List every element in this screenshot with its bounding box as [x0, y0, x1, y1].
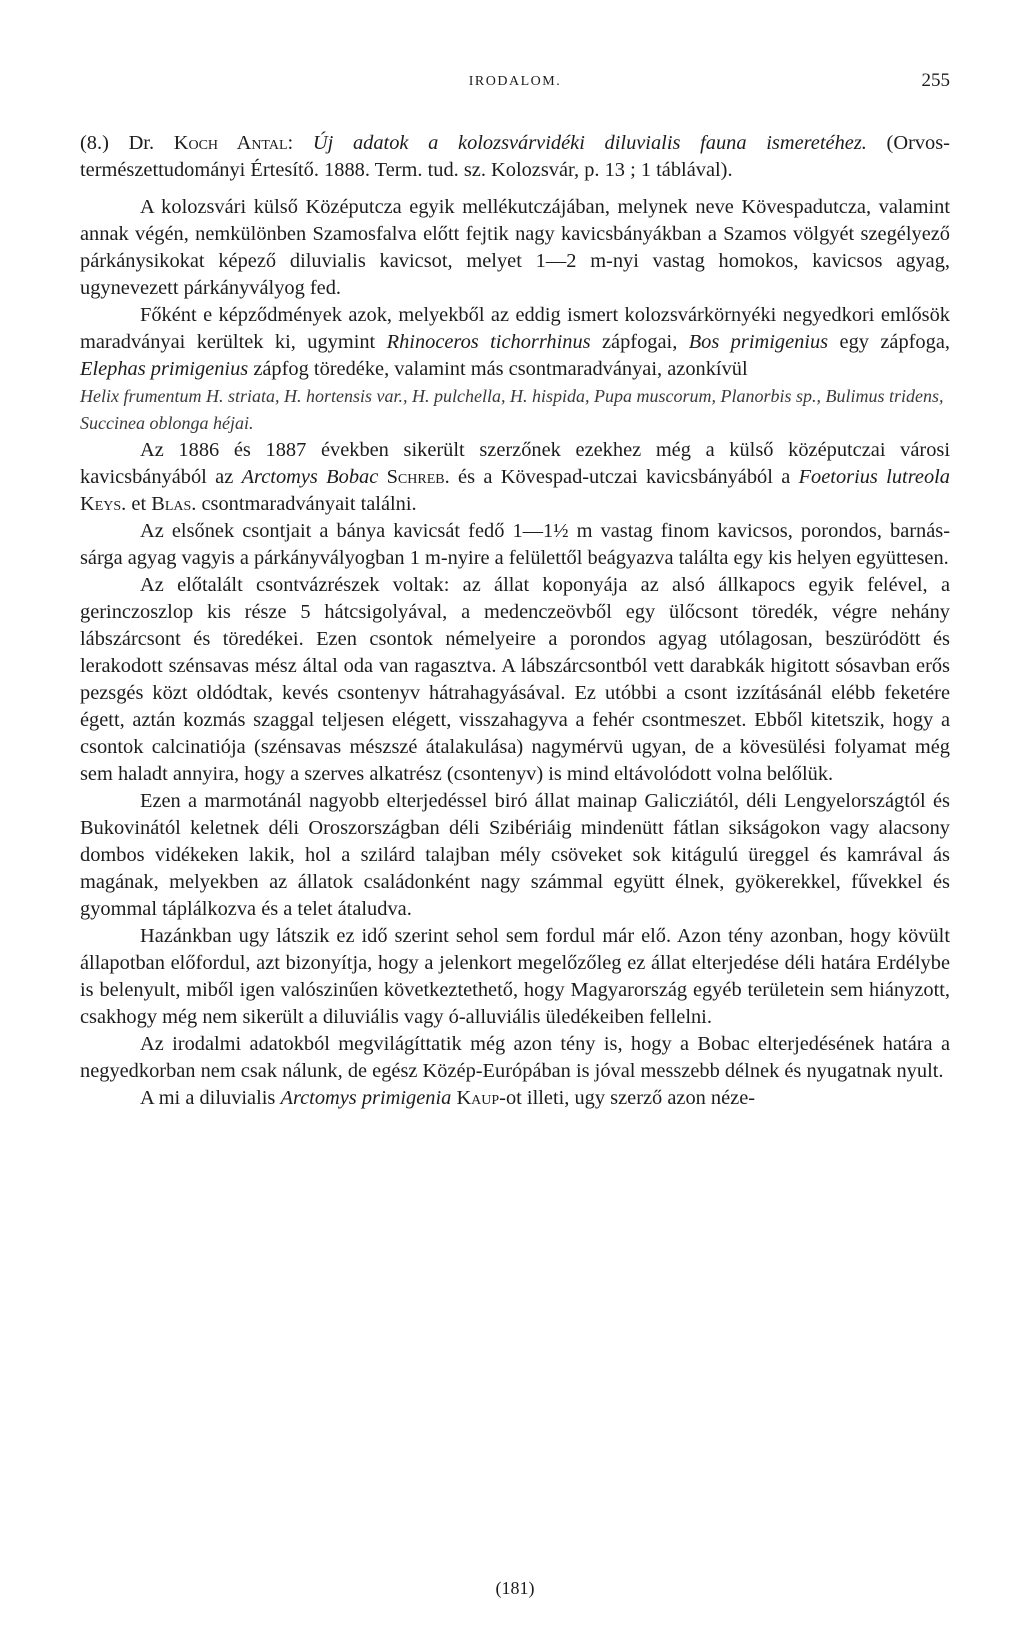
citation-separator: :: [287, 132, 294, 154]
text-run: egy zápfoga,: [839, 331, 950, 353]
text-run: Főként e képződmények azok, melyekből az eddig ismert kolozsvárkörnyéki negyedkori emlősök maradványai kerültek ki, ugymint: [80, 304, 950, 353]
paragraph-2: [80, 302, 950, 383]
species-list: Helix frumentum H. striata, H. hortensis var., H. pulchella, H. hispida, Pupa muscorum, Planorbis sp., Bulimus tridens, Succinea oblonga héjai.: [80, 386, 944, 433]
text-run: et: [131, 493, 147, 515]
author-abbrev: Keys.: [80, 493, 127, 515]
author-abbrev: Kaup: [456, 1087, 500, 1109]
species-name: Foetorius lutreola: [798, 466, 950, 488]
paragraph-7: Hazánkban ugy látszik ez idő szerint sehol sem fordul már elő. Azon tény azonban, hogy kövült állapotban előfordul, azt bizonyítja, hogy a jelenkort megelőzőleg ez állat elterjedése déli határa Erdélybe is belenyult, miből igen valószinűen következtethető, hogy Magyarország egyéb területein sem hiányzott, csakhogy még nem sikerült a diluviális vagy ó-alluviális üledékeiben fellelni.: [80, 925, 950, 1028]
author-prefix: Dr.: [128, 132, 155, 154]
paragraph-3: [80, 437, 950, 518]
text-run: -ot illeti, ugy szerző azon néze-: [499, 1087, 756, 1109]
paragraph-9: [80, 1085, 950, 1112]
species-name: Arctomys Bobac: [241, 466, 379, 488]
species-name: Bos primigenius: [688, 331, 829, 353]
paragraph-8: Az irodalmi adatokból megvilágíttatik még azon tény is, hogy a Bobac elterjedésének határa a negyedkorban nem csak nálunk, de egész Közép-Európában is jóval messzebb délnek és nyugatnak nyult.: [80, 1033, 950, 1082]
author-abbrev: Schreb.: [386, 466, 450, 488]
author-name: Koch Antal: [173, 132, 288, 154]
text-run: és a Kövespad-utczai kavicsbányából a: [458, 466, 791, 488]
text-run: Az 1886 és 1887 években sikerült szerzőnek ezekhez még a külső középutczai városi kavicsbányából az: [80, 439, 950, 488]
citation: [80, 130, 950, 184]
text-run: zápfogai,: [602, 331, 678, 353]
citation-source: (Orvos-természettudományi Értesítő. 1888. Term. tud. sz. Kolozsvár, p. 13 ; 1 táblával).: [80, 132, 950, 181]
species-name: Elephas primigenius: [80, 358, 249, 380]
author-abbrev: Blas.: [151, 493, 197, 515]
signature-mark: (181): [495, 1578, 535, 1598]
paragraph-4: Az elsőnek csontjait a bánya kavicsát fedő 1—1½ m vastag finom kavicsos, porondos, barnás-sárga agyag vagyis a párkányvályogban 1 m-nyire a felülettől beágyazva találta egy kis helyen együttesen.: [80, 520, 950, 569]
text-run: zápfog töredéke, valamint más csontmaradványai, azonkívül: [253, 358, 748, 380]
text-run: A mi a diluvialis: [140, 1087, 276, 1109]
species-name: Rhinoceros tichorrhinus: [386, 331, 591, 353]
section-title: IRODALOM.: [468, 74, 562, 89]
page-number: 255: [921, 70, 950, 91]
article-title: Új adatok a kolozsvárvidéki diluvialis fauna ismeretéhez.: [312, 132, 867, 154]
citation-number: (8.): [80, 132, 109, 154]
text-run: csontmaradványait találni.: [201, 493, 417, 515]
article-body: [80, 130, 950, 1112]
paragraph-1: A kolozsvári külső Középutcza egyik mellékutczájában, melynek neve Kövespadutcza, valamint annak végén, nemkülönben Szamosfalva előtt fejtik nagy kavicsbányákban a Szamos völgyét szegélyező párkánysikokat képező diluvialis kavicsot, melyet 1—2 m-nyi vastag homokos, kavicsos agyag, ugynevezett párkányvályog fed.: [80, 196, 950, 299]
document-page: [80, 0, 950, 1625]
paragraph-6: Ezen a marmotánál nagyobb elterjedéssel biró állat mainap Galicziától, déli Lengyelországtól és Bukovinától keletnek déli Oroszországban déli Szibériáig mindenütt fátlan sikságokon vagy alacsony dombos vidékeken lakik, hol a szilárd talajban mély csöveket sok kitágulú üreggel és kamrával ás magának, melyekben az állatok családonként nagy számmal együtt élnek, gyökerekkel, fűvekkel és gyommal táplálkozva és a telet átaludva.: [80, 790, 950, 920]
species-name: Arctomys primigenia: [280, 1087, 452, 1109]
running-head: [80, 70, 950, 94]
paragraph-5: Az előtalált csontvázrészek voltak: az állat koponyája az alsó állkapocs egyik felével, a gerinczoszlop kis része 5 hátcsigolyával, a medenczeövből egy ülőcsont töredék, végre nehány lábszárcsont és töredékei. Ezen csontok némelyeire a porondos agyag utólagosan, beszüródött és lerakodott szénsavas mész által oda van ragasztva. A lábszárcsontból vett darabkák higitott sósavban erős pezsgés közt oldódtak, kevés csontenyv hátrahagyásával. Ez utóbbi a csont izzításánál elébb feketére égett, aztán kozmás szaggal teljesen elégett, visszahagyva a fehér csontmeszet. Ebből kitetszik, hogy a csontok calcinatiója (szénsavas mészszé átalakulása) nagymérvü ugyan, de a kövesülési folyamat még sem haladt annyira, hogy a szerves alkatrész (csontenyv) is mind eltávolódott volna belőlük.: [80, 574, 950, 785]
